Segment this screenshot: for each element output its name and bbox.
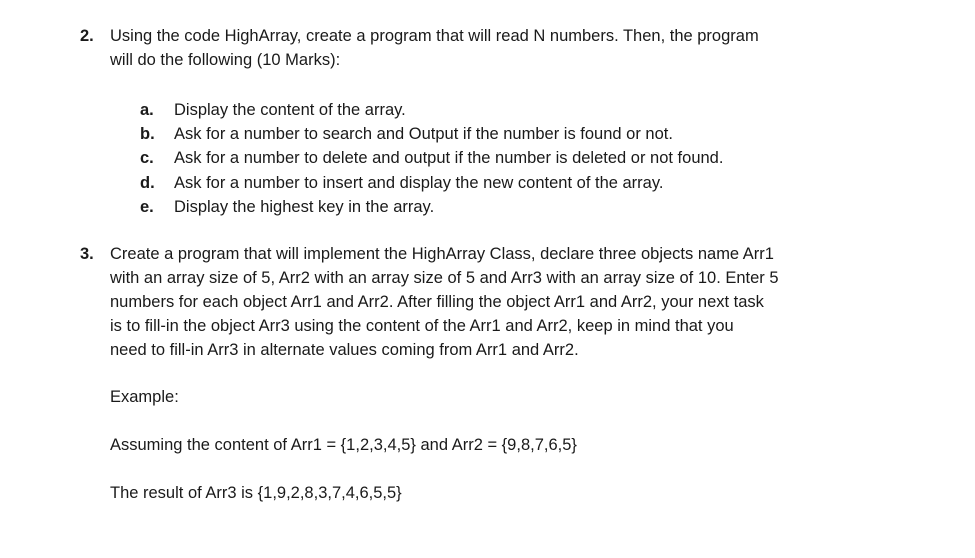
sublist-text: Display the content of the array. [174,101,406,119]
example-label: Example: [110,388,179,406]
question-3-line: need to fill-in Arr3 in alternate values coming from Arr1 and Arr2. [110,341,579,359]
question-2-line: Using the code HighArray, create a program that will read N numbers. Then, the program [110,27,759,45]
sublist-item-b [140,122,840,146]
question-3-line: is to fill-in the object Arr3 using the content of the Arr1 and Arr2, keep in mind that you [110,317,734,335]
sublist-text: Ask for a number to search and Output if the number is found or not. [174,125,673,144]
example-assumption: Assuming the content of Arr1 = {1,2,3,4,5} and Arr2 = {9,8,7,6,5} [110,436,577,454]
sublist-item-e [140,195,840,219]
sublist-letter: e. [140,197,154,216]
sublist-item-d [140,171,840,195]
sublist-item-a [140,98,840,122]
question-3-line: with an array size of 5, Arr2 with an array size of 5 and Arr3 with an array size of 10. Enter 5 [110,269,779,287]
sublist-text: Display the highest key in the array. [174,197,435,216]
cut-off-text-fragment [40,552,90,558]
question-2-text [110,24,860,72]
question-3-line: numbers for each object Arr1 and Arr2. After filling the object Arr1 and Arr2, your next task [110,293,764,311]
example-result: The result of Arr3 is {1,9,2,8,3,7,4,6,5,5} [110,484,402,502]
sublist-text: Ask for a number to delete and output if the number is deleted or not found. [174,149,724,168]
question-2-number: 2. [80,27,94,45]
question-3-number: 3. [80,245,94,263]
sublist-letter: a. [140,101,154,119]
sublist-letter: b. [140,125,155,144]
sublist-letter: c. [140,149,154,168]
sublist-item-c [140,146,840,170]
question-2-line: will do the following (10 Marks): [110,51,341,69]
question-2-sublist [140,98,840,219]
question-3 [80,242,860,362]
sublist-letter: d. [140,173,155,192]
question-2 [80,24,860,72]
question-3-line: Create a program that will implement the HighArray Class, declare three objects name Arr1 [110,245,774,263]
sublist-text: Ask for a number to insert and display the new content of the array. [174,173,664,192]
question-3-text [110,242,860,362]
